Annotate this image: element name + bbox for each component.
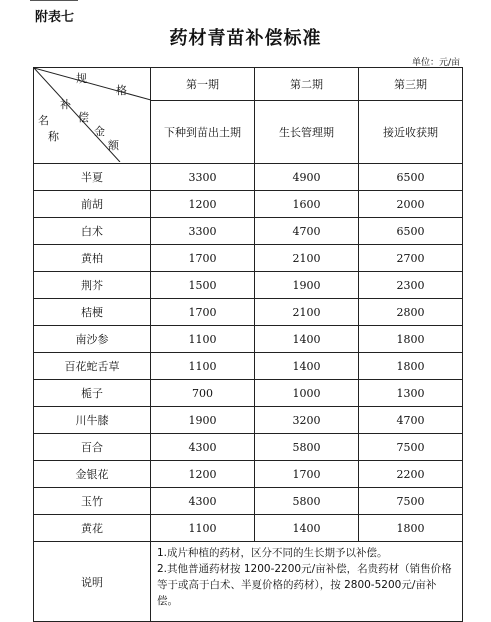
compensation-value-period-2: 1000 [255,380,359,407]
compensation-value-period-3: 7500 [359,488,463,515]
table-row [34,245,463,272]
compensation-value-period-1: 1900 [151,407,255,434]
corner-mid-char-3: 金 [94,125,105,138]
herb-name-cell: 川牛膝 [34,407,151,434]
herb-name-cell: 黄花 [34,515,151,542]
compensation-value-period-1: 4300 [151,488,255,515]
compensation-value-period-2: 3200 [255,407,359,434]
corner-row-char-2: 称 [48,130,59,143]
herb-name-cell: 桔梗 [34,299,151,326]
corner-col-char-2: 格 [116,84,127,97]
herb-name-cell: 半夏 [34,164,151,191]
herb-name-cell: 金银花 [34,461,151,488]
compensation-value-period-2: 4900 [255,164,359,191]
table-row [34,407,463,434]
compensation-value-period-3: 2700 [359,245,463,272]
corner-mid-char-1: 补 [60,98,71,111]
herb-name-cell: 黄柏 [34,245,151,272]
compensation-value-period-2: 5800 [255,488,359,515]
compensation-value-period-1: 1100 [151,326,255,353]
compensation-value-period-2: 1900 [255,272,359,299]
compensation-value-period-2: 1400 [255,353,359,380]
table-row [34,326,463,353]
stage-header-3: 接近收获期 [359,101,463,164]
note-line: 2.其他普通药材按 1200-2200元/亩补偿，名贵药材（销售价格等于或高于白术、半夏价格的药材），按 2800-5200元/亩补偿。 [157,563,452,607]
corner-mid-char-2: 偿 [78,111,89,124]
period-header-3: 第三期 [359,68,463,101]
corner-row-char-1: 名 [38,114,49,127]
compensation-value-period-3: 6500 [359,218,463,245]
header-row-periods [34,68,463,101]
herb-name-cell: 百合 [34,434,151,461]
herb-name-cell: 百花蛇舌草 [34,353,151,380]
table-row [34,380,463,407]
compensation-value-period-3: 7500 [359,434,463,461]
compensation-value-period-2: 1600 [255,191,359,218]
table-row [34,191,463,218]
herb-name-cell: 南沙参 [34,326,151,353]
compensation-value-period-1: 1200 [151,191,255,218]
compensation-value-period-1: 1500 [151,272,255,299]
page-title: 药材青苗补偿标准 [169,28,322,49]
compensation-value-period-3: 6500 [359,164,463,191]
herb-name-cell: 栀子 [34,380,151,407]
unit-label: 单位：元/亩 [411,58,460,68]
compensation-value-period-3: 2000 [359,191,463,218]
top-rule [30,0,78,1]
compensation-value-period-1: 1100 [151,353,255,380]
herb-name-cell: 白术 [34,218,151,245]
compensation-value-period-1: 1700 [151,245,255,272]
stage-header-1: 下种到苗出土期 [151,101,255,164]
compensation-value-period-2: 2100 [255,245,359,272]
herb-name-cell: 荆芥 [34,272,151,299]
table-row [34,488,463,515]
compensation-value-period-3: 2300 [359,272,463,299]
corner-col-char-1: 规 [76,72,87,85]
compensation-value-period-1: 4300 [151,434,255,461]
compensation-value-period-1: 3300 [151,218,255,245]
stage-header-2: 生长管理期 [255,101,359,164]
table-row [34,164,463,191]
compensation-value-period-3: 2200 [359,461,463,488]
compensation-value-period-3: 1800 [359,353,463,380]
compensation-value-period-1: 700 [151,380,255,407]
herb-name-cell: 前胡 [34,191,151,218]
corner-mid-char-4: 额 [108,139,119,152]
compensation-value-period-3: 4700 [359,407,463,434]
table-row [34,218,463,245]
compensation-value-period-2: 1400 [255,515,359,542]
table-row [34,515,463,542]
compensation-value-period-2: 1700 [255,461,359,488]
compensation-table [33,67,463,622]
table-row [34,299,463,326]
period-header-2: 第二期 [255,68,359,101]
note-row [34,542,463,622]
compensation-value-period-1: 1100 [151,515,255,542]
compensation-value-period-3: 1800 [359,515,463,542]
compensation-value-period-1: 3300 [151,164,255,191]
compensation-value-period-3: 1300 [359,380,463,407]
compensation-value-period-3: 1800 [359,326,463,353]
attachment-label: 附表七 [35,10,75,25]
note-line: 1.成片种植的药材，区分不同的生长期予以补偿。 [157,547,388,559]
compensation-value-period-2: 4700 [255,218,359,245]
compensation-value-period-2: 1400 [255,326,359,353]
compensation-value-period-2: 2100 [255,299,359,326]
table-row [34,434,463,461]
diagonal-lines [34,68,151,162]
diagonal-header-cell [34,68,151,164]
herb-name-cell: 玉竹 [34,488,151,515]
compensation-value-period-1: 1200 [151,461,255,488]
note-label: 说明 [34,542,151,622]
compensation-value-period-3: 2800 [359,299,463,326]
table-row [34,461,463,488]
table-row [34,272,463,299]
compensation-value-period-1: 1700 [151,299,255,326]
note-text-cell [151,542,463,622]
table-row [34,353,463,380]
compensation-value-period-2: 5800 [255,434,359,461]
period-header-1: 第一期 [151,68,255,101]
